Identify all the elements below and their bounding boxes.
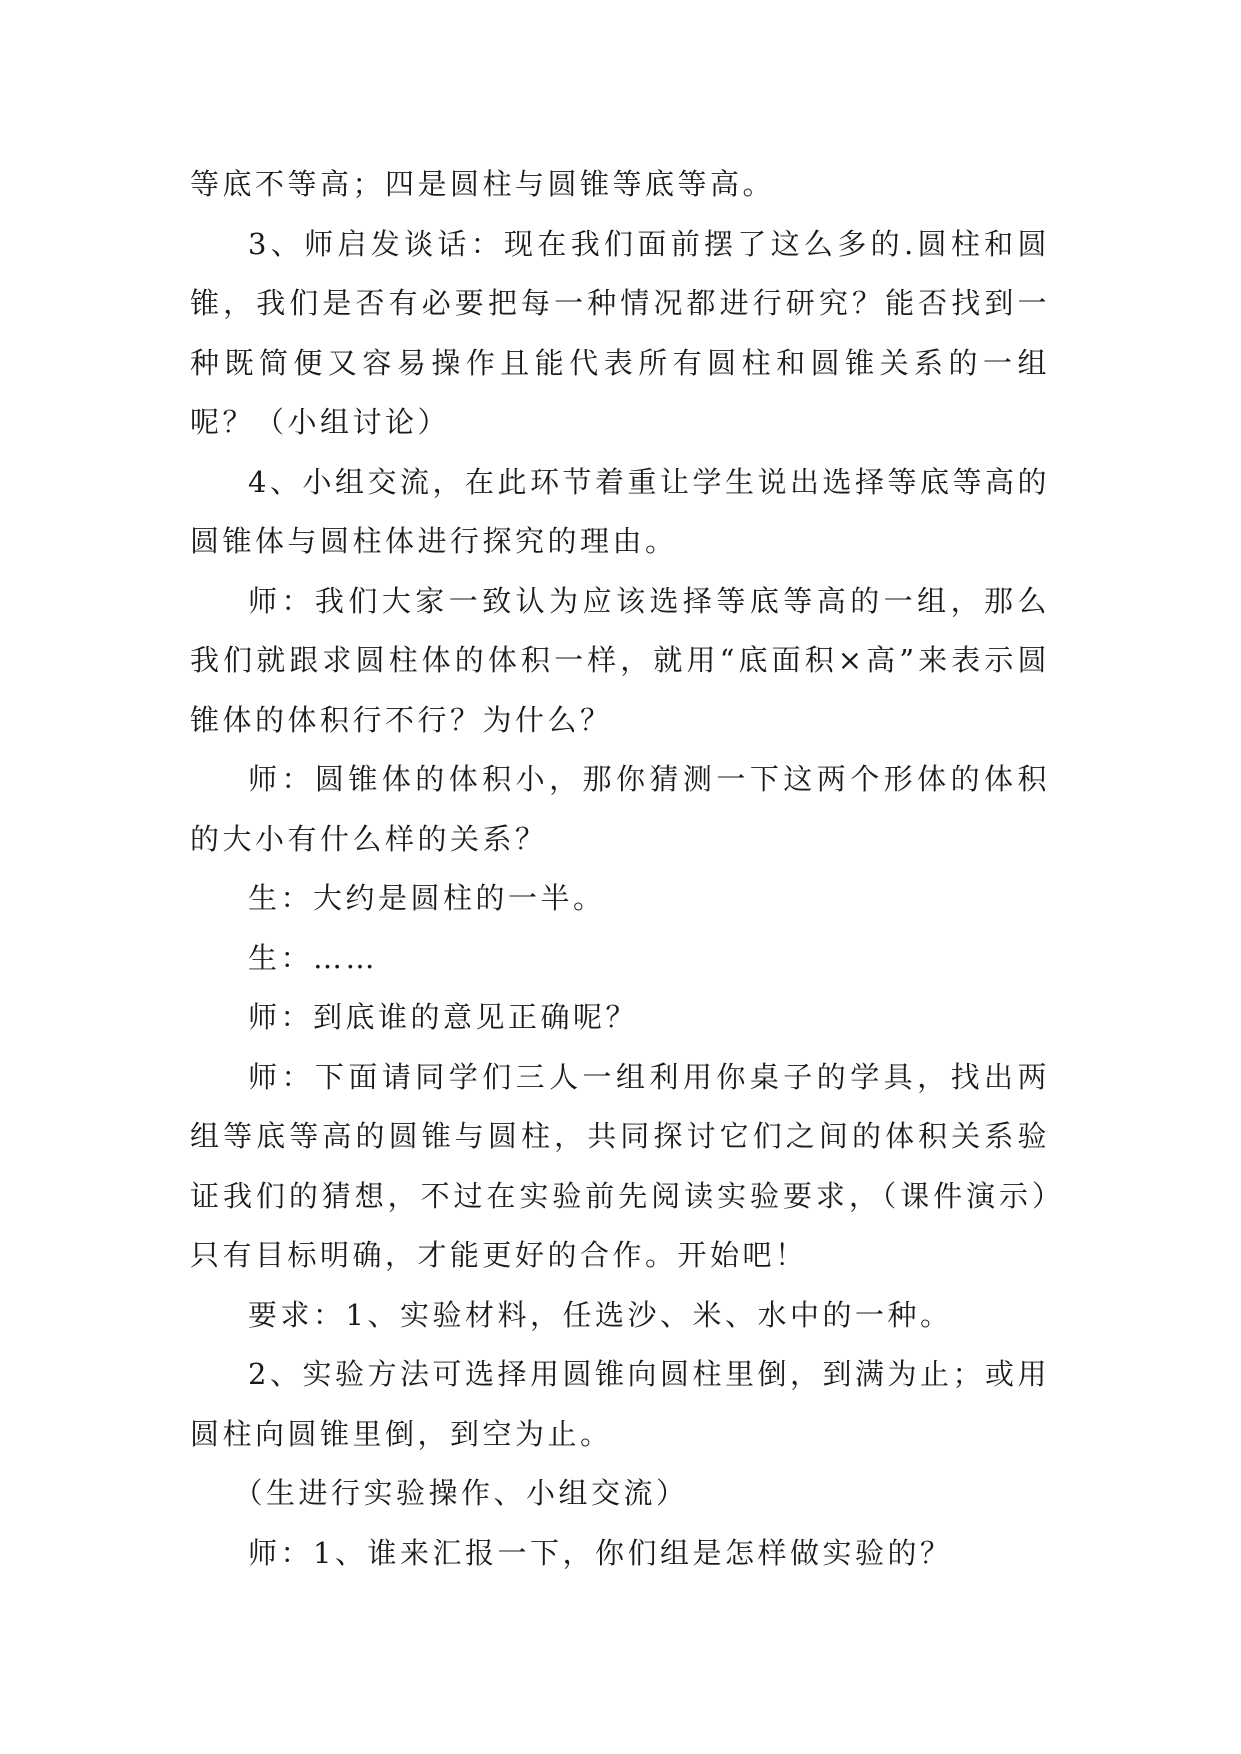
paragraph-6: 生：大约是圆柱的一半。: [248, 881, 606, 915]
paragraph-4: 师：我们大家一致认为应该选择等底等高的一组，那么我们就跟求圆柱体的体积一样，就用“底面积×高”来表示圆锥体的体积行不行？为什么？: [190, 583, 1050, 737]
paragraph-13: 师：1、谁来汇报一下，你们组是怎样做实验的？: [248, 1535, 953, 1570]
paragraph-12: （生进行实验操作、小组交流）: [233, 1476, 689, 1510]
paragraph-11: 2、实验方法可选择用圆锥向圆柱里倒，到满为止；或用圆柱向圆锥里倒，到空为止。: [190, 1357, 1050, 1451]
paragraph-3: 4、小组交流，在此环节着重让学生说出选择等底等高的圆锥体与圆柱体进行探究的理由。: [190, 464, 1050, 558]
paragraph-2: 3、师启发谈话：现在我们面前摆了这么多的.圆柱和圆锥，我们是否有必要把每一种情况都进行研究？能否找到一种既简便又容易操作且能代表所有圆柱和圆锥关系的一组呢？（小组讨论）: [190, 226, 1050, 439]
paragraph-9: 师：下面请同学们三人一组利用你桌子的学具，找出两组等底等高的圆锥与圆柱，共同探讨它们之间的体积关系验证我们的猜想，不过在实验前先阅读实验要求，（课件演示）只有目标明确，才能更好的合作。开始吧！: [190, 1059, 1050, 1272]
document-body: [190, 155, 1050, 1583]
paragraph-7: 生：……: [248, 940, 379, 975]
paragraph-5: 师：圆锥体的体积小，那你猜测一下这两个形体的体积的大小有什么样的关系？: [190, 762, 1050, 856]
paragraph-8: 师：到底谁的意见正确呢？: [248, 1000, 639, 1034]
paragraph-1: 等底不等高；四是圆柱与圆锥等底等高。: [190, 167, 776, 201]
paragraph-10: 要求：1、实验材料，任选沙、米、水中的一种。: [248, 1297, 953, 1332]
